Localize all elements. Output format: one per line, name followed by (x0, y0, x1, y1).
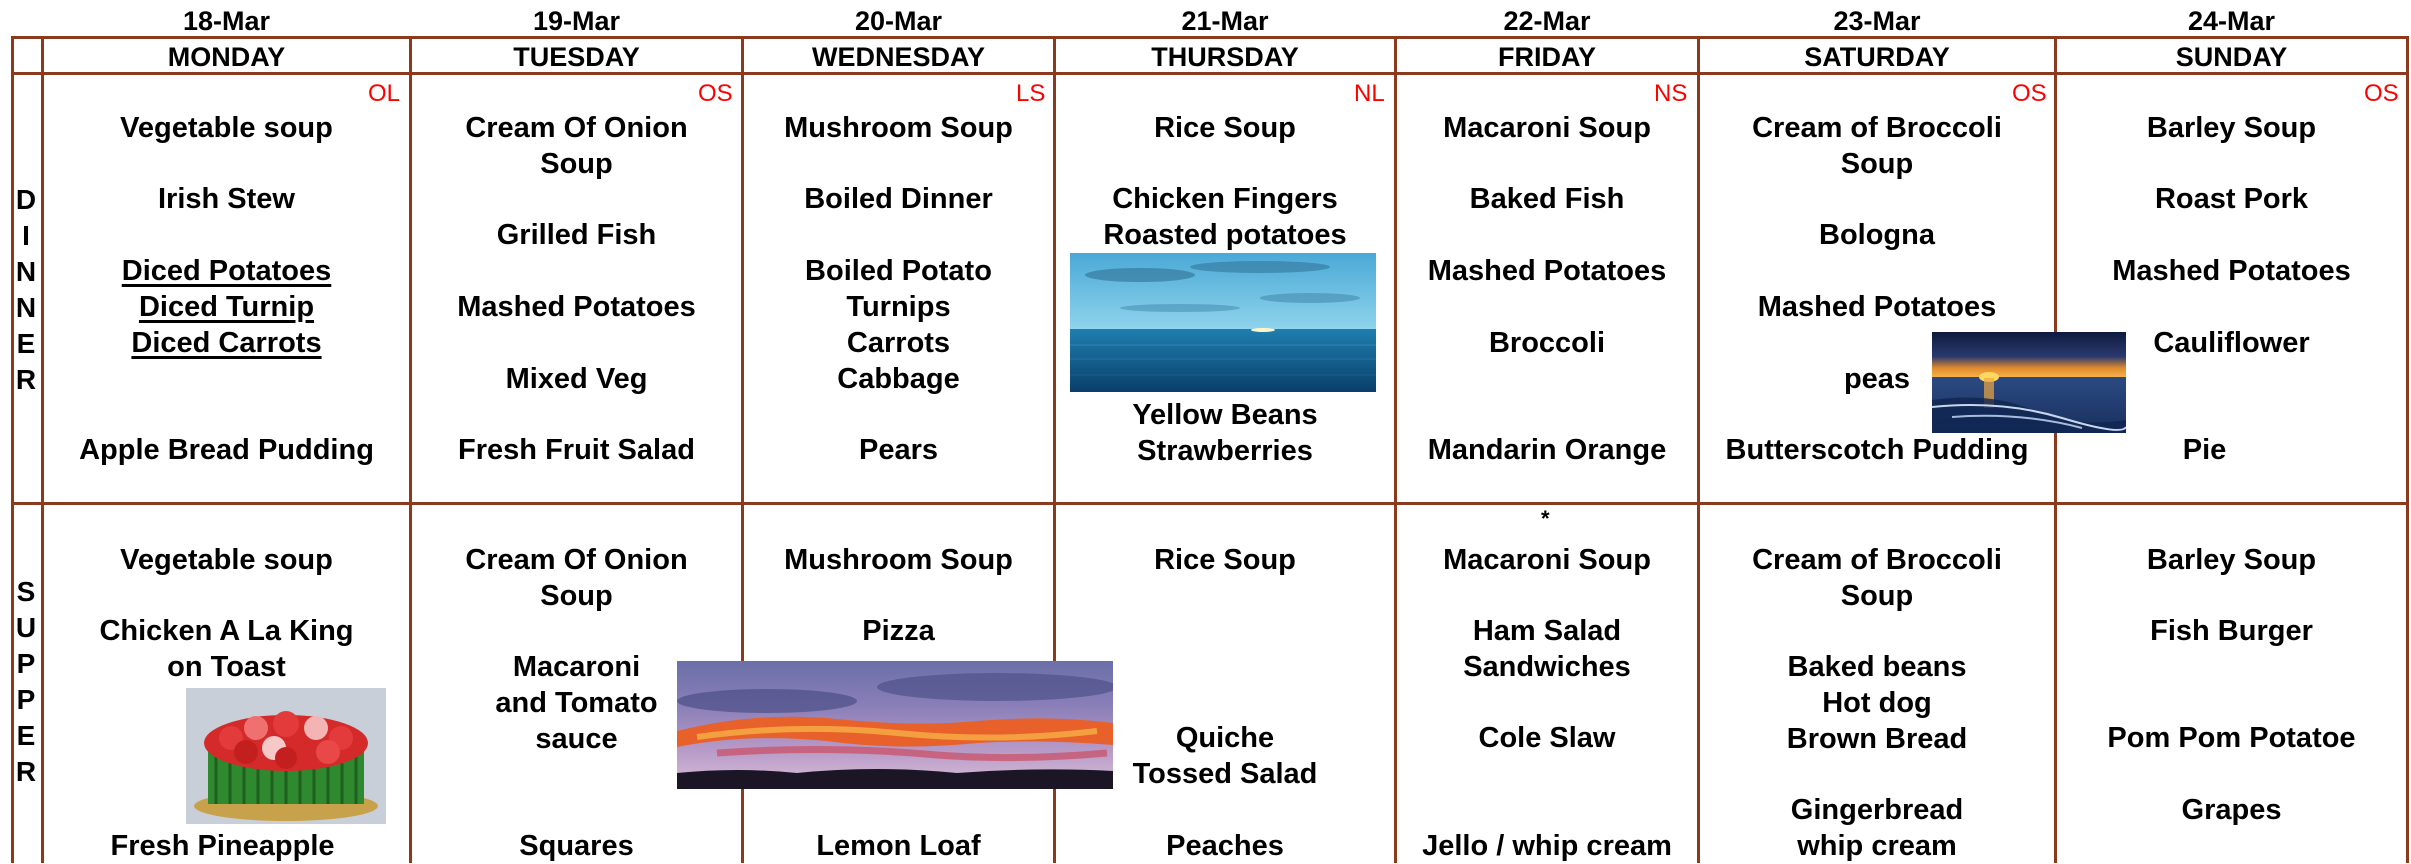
supper-wednesday-soup: Mushroom Soup (784, 544, 1013, 576)
supper-sunday-main: Fish Burger (2150, 615, 2313, 647)
supper-tuesday-dessert: Squares (519, 830, 634, 862)
dinner-tuesday-main: Grilled Fish (496, 219, 657, 251)
supper-tuesday-soup: Cream Of Onion Soup (465, 544, 688, 612)
dinner-wednesday-dessert: Pears (858, 434, 938, 466)
day-monday: MONDAY (167, 42, 286, 72)
supper-monday-dessert: Fresh Pineapple (110, 830, 335, 862)
supper-monday-soup: Vegetable soup (120, 544, 333, 576)
day-thursday: THURSDAY (1151, 42, 1299, 72)
dinner-section-label: D I N N E R (15, 184, 37, 395)
dinner-saturday-main: Bologna (1819, 219, 1935, 251)
supper-section-label: S U P P E R (15, 576, 37, 787)
supper-friday-dessert: Jello / whip cream (1422, 830, 1672, 862)
supper-thursday-dessert: Peaches (1166, 830, 1284, 862)
supper-friday-main: Ham Salad Sandwiches (1463, 615, 1631, 683)
day-tuesday: TUESDAY (513, 42, 640, 72)
dinner-code-saturday: OS (2012, 80, 2047, 107)
dinner-monday-side-potatoes: Diced Potatoes (121, 255, 332, 287)
sunset-sky-photo (677, 661, 1113, 789)
supper-monday-main: Chicken A La King on Toast (99, 615, 354, 683)
day-sunday: SUNDAY (2175, 42, 2288, 72)
beach-sunset-photo (1932, 332, 2126, 433)
dinner-friday-veg: Broccoli (1488, 327, 1606, 359)
dinner-friday-main: Baked Fish (1469, 183, 1625, 215)
dinner-monday-side-carrots: Diced Carrots (131, 327, 322, 359)
supper-wednesday-dessert: Lemon Loaf (816, 830, 981, 862)
date-saturday: 23-Mar (1833, 6, 1921, 36)
dinner-thursday-soup: Rice Soup (1154, 112, 1296, 144)
date-thursday: 21-Mar (1181, 6, 1269, 36)
dinner-tuesday-soup: Cream Of Onion Soup (465, 112, 688, 180)
supper-saturday-dessert: Gingerbread whip cream (1790, 794, 1964, 862)
dinner-code-sunday: OS (2364, 80, 2399, 107)
dinner-tuesday-veg: Mixed Veg (505, 363, 648, 395)
date-sunday: 24-Mar (2187, 6, 2276, 36)
dinner-thursday-sides: Yellow Beans Strawberries (1132, 399, 1318, 467)
supper-saturday-soup: Cream of Broccoli Soup (1752, 544, 2002, 612)
dinner-wednesday-soup: Mushroom Soup (784, 112, 1013, 144)
dinner-saturday-dessert: Butterscotch Pudding (1725, 434, 2029, 466)
date-wednesday: 20-Mar (854, 6, 943, 36)
dinner-code-friday: NS (1654, 80, 1688, 107)
dinner-monday-main: Irish Stew (158, 183, 295, 215)
dinner-thursday-main: Chicken Fingers Roasted potatoes (1103, 183, 1347, 251)
dinner-code-tuesday: OS (698, 80, 733, 107)
ocean-horizon-photo (1070, 253, 1376, 392)
supper-thursday-soup: Rice Soup (1154, 544, 1296, 576)
dinner-sunday-main: Roast Pork (2154, 183, 2309, 215)
dinner-saturday-side: Mashed Potatoes (1757, 291, 1997, 323)
day-friday: FRIDAY (1497, 42, 1597, 72)
dinner-code-thursday: NL (1354, 80, 1385, 107)
dinner-monday-soup: Vegetable soup (120, 112, 333, 144)
supper-sunday-soup: Barley Soup (2146, 544, 2317, 576)
dinner-friday-soup: Macaroni Soup (1443, 112, 1651, 144)
date-monday: 18-Mar (182, 6, 271, 36)
dinner-tuesday-dessert: Fresh Fruit Salad (458, 434, 695, 466)
day-wednesday: WEDNESDAY (811, 42, 986, 72)
dinner-code-wednesday: LS (1016, 80, 1046, 107)
day-saturday: SATURDAY (1804, 42, 1950, 72)
dinner-wednesday-main: Boiled Dinner (804, 183, 993, 215)
grid-col-line (2406, 36, 2409, 863)
dinner-saturday-veg: peas (1843, 363, 1911, 395)
dinner-saturday-soup: Cream of Broccoli Soup (1752, 112, 2002, 180)
dinner-sunday-dessert: Pie (2182, 434, 2227, 466)
dinner-wednesday-sides: Boiled Potato Turnips Carrots Cabbage (805, 255, 992, 395)
dinner-sunday-veg: Cauliflower (2153, 327, 2310, 359)
supper-tuesday-main: Macaroni and Tomato sauce (495, 651, 658, 755)
date-friday: 22-Mar (1503, 6, 1591, 36)
rose-cake-photo (186, 688, 386, 824)
dinner-monday-side-turnip: Diced Turnip (138, 291, 315, 323)
dinner-monday-dessert: Apple Bread Pudding (79, 434, 374, 466)
dinner-friday-side: Mashed Potatoes (1427, 255, 1667, 287)
supper-wednesday-main: Pizza (862, 615, 935, 647)
dinner-friday-dessert: Mandarin Orange (1427, 434, 1667, 466)
dinner-tuesday-side: Mashed Potatoes (457, 291, 696, 323)
supper-friday-asterisk: * (1541, 506, 1550, 531)
dinner-sunday-soup: Barley Soup (2146, 112, 2317, 144)
date-tuesday: 19-Mar (532, 6, 621, 36)
supper-thursday-main: Quiche Tossed Salad (1132, 722, 1318, 790)
grid-section-divider (11, 502, 2409, 505)
supper-sunday-side: Pom Pom Potatoe (2107, 722, 2356, 754)
supper-saturday-main: Baked beans Hot dog Brown Bread (1786, 651, 1968, 755)
supper-friday-soup: Macaroni Soup (1443, 544, 1651, 576)
supper-friday-side: Cole Slaw (1478, 722, 1616, 754)
supper-sunday-dessert: Grapes (2181, 794, 2282, 826)
dinner-code-monday: OL (368, 80, 401, 107)
dinner-sunday-side: Mashed Potatoes (2112, 255, 2351, 287)
